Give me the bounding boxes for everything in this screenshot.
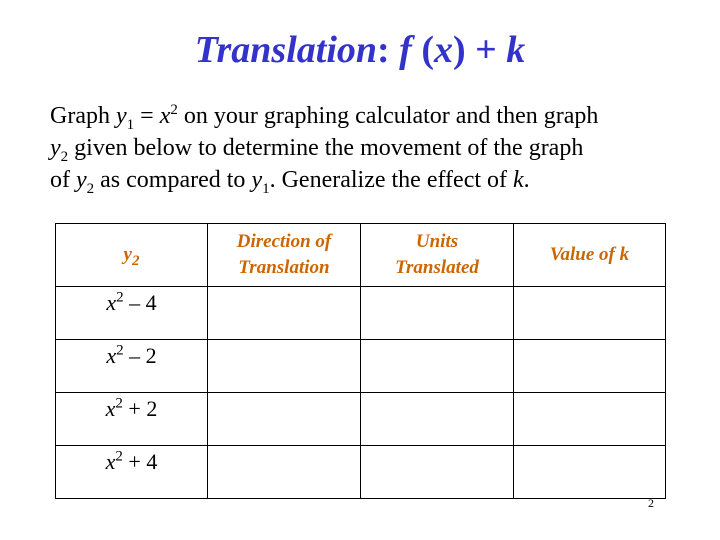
direction-cell (208, 287, 361, 340)
text-segment: Graph (50, 103, 116, 129)
units-cell (361, 446, 514, 499)
text-segment: . (523, 167, 530, 193)
title-k: k (506, 29, 526, 71)
var-y: y (115, 103, 127, 129)
text-segment: given below to determine the movement of the graph (68, 135, 584, 161)
title-x: x (433, 29, 453, 71)
value-cell (514, 340, 666, 393)
instructions-line-2 (50, 132, 680, 164)
table-row (56, 287, 666, 340)
direction-cell (208, 393, 361, 446)
direction-cell (208, 446, 361, 499)
units-cell (361, 287, 514, 340)
translation-table (55, 223, 666, 499)
instructions-line-1 (50, 100, 680, 132)
header-units: Units Translated (361, 224, 514, 287)
subscript-1: 1 (262, 180, 270, 197)
subscript-2: 2 (60, 148, 69, 165)
subscript-2: 2 (86, 180, 95, 197)
value-cell (514, 393, 666, 446)
text-segment: = (134, 103, 160, 129)
title-word: Translation (194, 29, 378, 71)
text-segment: on your graphing calculator and then graph (177, 103, 599, 129)
header-y2: $y_2$ (56, 224, 208, 287)
function-cell: $x^2 + 2$ (56, 393, 208, 446)
var-y: y (251, 167, 263, 193)
table-row (56, 340, 666, 393)
direction-cell (208, 340, 361, 393)
instructions-line-3 (50, 164, 680, 196)
table-header-row (56, 224, 666, 287)
subscript-1: 1 (126, 116, 135, 133)
header-value-k: Value of k (514, 224, 666, 287)
instructions-paragraph (50, 100, 680, 196)
units-cell (361, 340, 514, 393)
var-y: y (50, 135, 61, 161)
title-f: f (399, 29, 412, 71)
function-cell: $x^2 - 2$ (56, 340, 208, 393)
table-row (56, 446, 666, 499)
title-close-plus: ) + (452, 29, 507, 71)
header-direction: Direction of Translation (208, 224, 361, 287)
var-k: k (513, 167, 524, 193)
superscript-2: 2 (170, 102, 178, 118)
var-x: x (159, 103, 171, 129)
value-cell (514, 287, 666, 340)
units-cell (361, 393, 514, 446)
text-segment: as compared to (94, 167, 252, 193)
text-segment: of (50, 167, 76, 193)
var-y: y (76, 167, 87, 193)
table-row (56, 393, 666, 446)
function-cell: $x^2 + 4$ (56, 446, 208, 499)
text-segment: . Generalize the effect of (269, 167, 514, 193)
function-cell: $x^2 - 4$ (56, 287, 208, 340)
value-cell (514, 446, 666, 499)
page-number: 2 (648, 496, 654, 510)
slide-title (0, 28, 720, 72)
title-open-paren: ( (411, 29, 434, 71)
title-colon: : (377, 29, 390, 71)
